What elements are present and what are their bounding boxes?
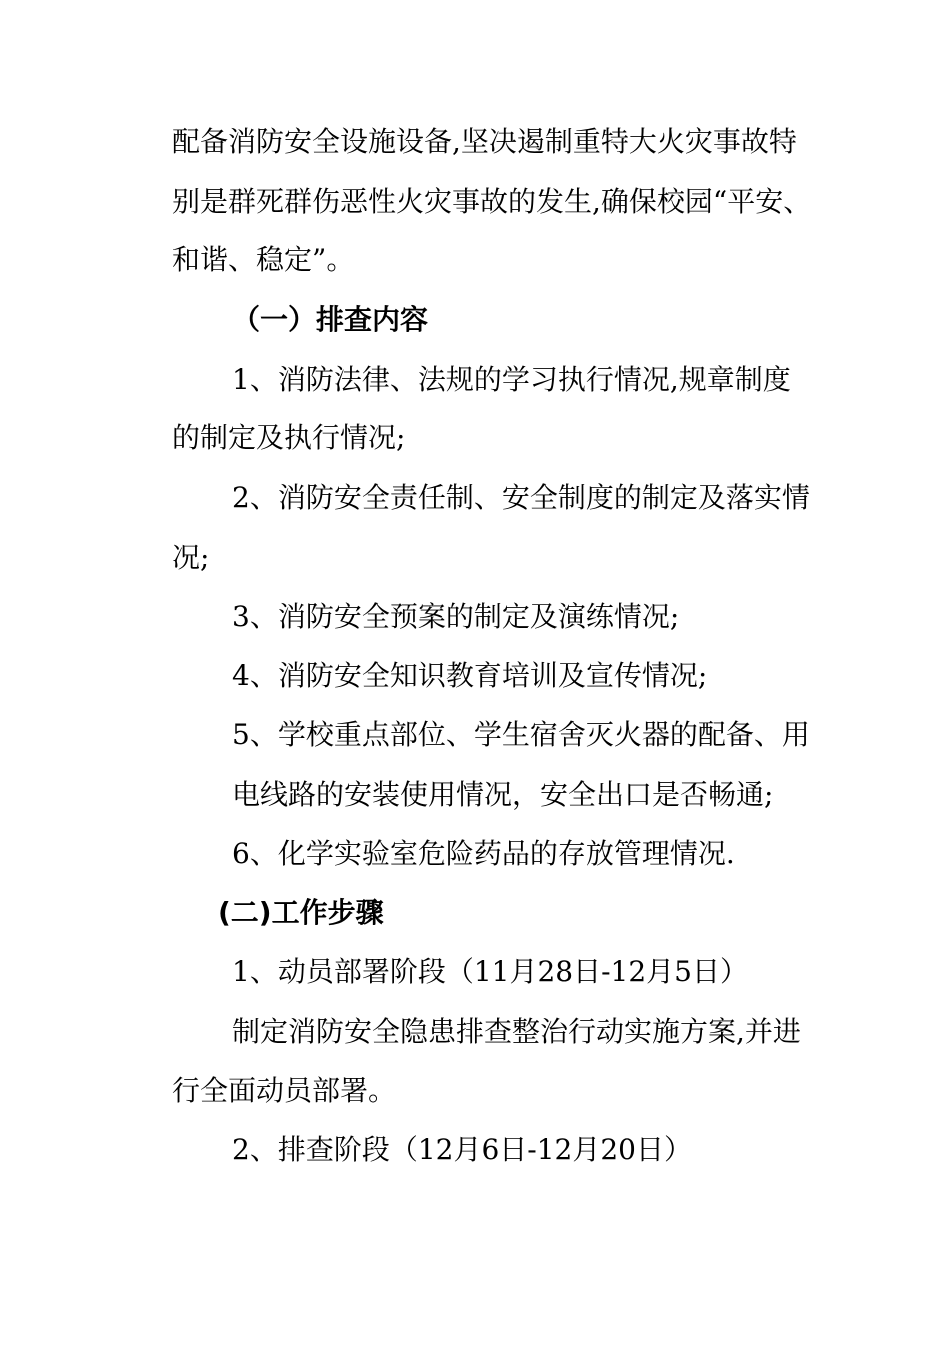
item-6: 6、化学实验室危险药品的存放管理情况. [232, 837, 735, 870]
step-1-title: 1、动员部署阶段（11月28日-12月5日） [232, 955, 748, 988]
item-5-line-2: 电线路的安装使用情况，安全出口是否畅通; [232, 778, 774, 811]
intro-line-2: 别是群死群伤恶性火灾事故的发生,确保校园“平安、 [172, 185, 812, 218]
item-1-line-2: 的制定及执行情况; [172, 421, 406, 454]
intro-line-1: 配备消防安全设施设备,坚决遏制重特大火灾事故特 [172, 125, 797, 158]
section-heading-work-steps: (二)工作步骤 [218, 896, 384, 929]
item-5-line-1: 5、学校重点部位、学生宿舍灭火器的配备、用 [232, 718, 810, 751]
item-1-line-1: 1、消防法律、法规的学习执行情况,规章制度 [232, 363, 791, 396]
step-1-body-line-1: 制定消防安全隐患排查整治行动实施方案,并进 [232, 1015, 801, 1048]
intro-line-3: 和谐、稳定”。 [172, 243, 355, 276]
item-3: 3、消防安全预案的制定及演练情况; [232, 600, 680, 633]
step-2-title: 2、排查阶段（12月6日-12月20日） [232, 1133, 692, 1166]
section-heading-inspection-content: （一）排查内容 [232, 303, 429, 336]
item-4: 4、消防安全知识教育培训及宣传情况; [232, 659, 708, 692]
step-1-body-line-2: 行全面动员部署。 [172, 1074, 397, 1107]
item-2-line-1: 2、消防安全责任制、安全制度的制定及落实情 [232, 481, 810, 514]
item-2-line-2: 况; [172, 541, 210, 574]
